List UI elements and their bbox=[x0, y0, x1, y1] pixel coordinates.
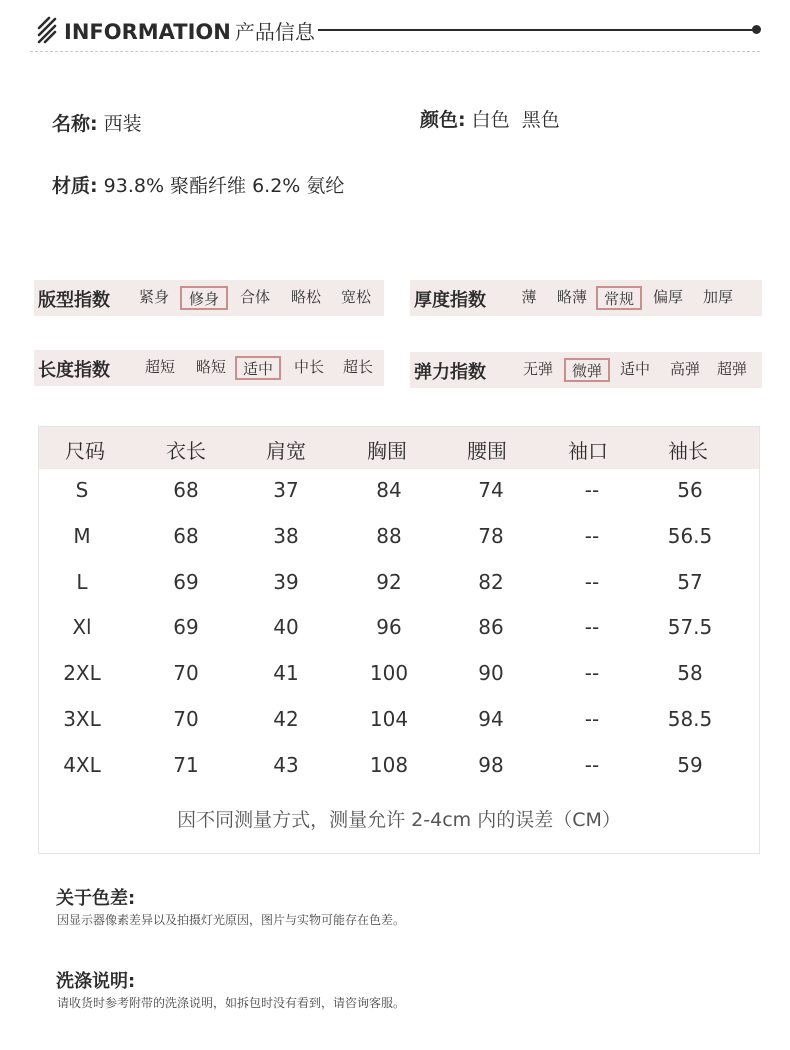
length-option: 超长 bbox=[342, 358, 373, 376]
color-difference-text: 因显示器像素差异以及拍摄灯光原因，图片与实物可能存在色差。 bbox=[57, 913, 406, 927]
cell-size: M bbox=[73, 523, 91, 548]
fit-option: 合体 bbox=[239, 288, 270, 306]
page-subtitle: 产品信息 bbox=[234, 20, 315, 44]
cell-length: 68 bbox=[173, 523, 199, 548]
length-index-title: 长度指数 bbox=[38, 360, 110, 381]
fit-index-title: 版型指数 bbox=[38, 290, 110, 311]
header-dotted-divider bbox=[30, 51, 760, 52]
cell-chest: 108 bbox=[369, 752, 409, 777]
length-option: 略短 bbox=[195, 358, 226, 376]
cell-waist: 98 bbox=[478, 752, 504, 777]
cell-chest: 88 bbox=[376, 523, 402, 548]
cell-waist: 94 bbox=[478, 707, 504, 731]
length-index-bar bbox=[34, 350, 384, 386]
cell-size: L bbox=[76, 569, 88, 594]
cell-waist: 74 bbox=[478, 478, 504, 502]
cell-length: 68 bbox=[173, 478, 199, 502]
name-info bbox=[52, 109, 142, 136]
thickness-option: 薄 bbox=[521, 288, 537, 306]
washing-title: 洗涤说明: bbox=[56, 971, 136, 992]
cell-shoulder: 42 bbox=[273, 707, 299, 731]
size-table bbox=[38, 426, 760, 854]
elasticity-option: 无弹 bbox=[522, 360, 553, 378]
cell-shoulder: 40 bbox=[273, 615, 299, 640]
cell-size: Xl bbox=[72, 615, 92, 640]
cell-cuff: -- bbox=[584, 569, 600, 594]
length-option: 超短 bbox=[144, 358, 175, 376]
header-size: 尺码 bbox=[65, 439, 105, 463]
color-difference-title: 关于色差: bbox=[56, 888, 136, 909]
cell-cuff: -- bbox=[584, 661, 600, 686]
cell-waist: 78 bbox=[478, 523, 504, 548]
header-chest: 胸围 bbox=[367, 439, 407, 463]
name-value: 西装 bbox=[103, 113, 142, 135]
measurement-note: 因不同测量方式，测量允许 2-4cm 内的误差（CM） bbox=[177, 809, 621, 831]
thickness-option: 偏厚 bbox=[652, 288, 683, 306]
header-shoulder: 肩宽 bbox=[266, 439, 306, 463]
fit-option: 紧身 bbox=[138, 288, 169, 306]
elasticity-option: 超弹 bbox=[716, 360, 747, 378]
elasticity-option: 高弹 bbox=[669, 360, 700, 378]
stripes-logo-icon bbox=[36, 16, 58, 44]
cell-waist: 86 bbox=[478, 615, 504, 640]
cell-sleeve: 59 bbox=[677, 752, 703, 777]
fit-option: 略松 bbox=[290, 288, 321, 306]
cell-length: 69 bbox=[173, 615, 199, 640]
cell-waist: 90 bbox=[478, 661, 504, 686]
header-cuff: 袖口 bbox=[568, 439, 608, 463]
thickness-index-title: 厚度指数 bbox=[414, 290, 486, 311]
header-divider-dot bbox=[752, 25, 761, 34]
cell-shoulder: 41 bbox=[273, 661, 299, 686]
fit-option: 宽松 bbox=[340, 288, 371, 306]
color-label: 颜色: bbox=[420, 109, 466, 131]
header-divider-line bbox=[318, 29, 756, 31]
cell-cuff: -- bbox=[584, 752, 600, 777]
thickness-index-bar bbox=[410, 280, 762, 316]
cell-length: 69 bbox=[173, 569, 199, 594]
cell-chest: 100 bbox=[369, 661, 409, 686]
cell-length: 70 bbox=[173, 661, 199, 686]
cell-sleeve: 56.5 bbox=[667, 523, 713, 548]
thickness-option-selected: 常规 bbox=[596, 286, 642, 310]
cell-size: 2XL bbox=[63, 661, 101, 686]
length-option: 中长 bbox=[293, 358, 324, 376]
cell-size: 3XL bbox=[63, 707, 101, 731]
size-table-header bbox=[39, 427, 759, 469]
material-value: 93.8% 聚酯纤维 6.2% 氨纶 bbox=[103, 175, 345, 197]
cell-size: 4XL bbox=[63, 752, 101, 777]
thickness-option: 加厚 bbox=[702, 288, 733, 306]
cell-sleeve: 58 bbox=[677, 661, 703, 686]
fit-option-selected: 修身 bbox=[180, 286, 228, 310]
header-length: 衣长 bbox=[166, 439, 206, 463]
cell-shoulder: 38 bbox=[273, 523, 299, 548]
cell-cuff: -- bbox=[584, 615, 600, 640]
thickness-option: 略薄 bbox=[556, 288, 587, 306]
elasticity-option: 适中 bbox=[619, 360, 650, 378]
page-title: INFORMATION 产品信息 bbox=[64, 20, 315, 44]
cell-chest: 84 bbox=[376, 478, 402, 502]
color-value: 白色 黑色 bbox=[471, 109, 560, 131]
washing-text: 请收货时参考附带的洗涤说明，如拆包时没有看到，请咨询客服。 bbox=[57, 996, 406, 1010]
cell-chest: 104 bbox=[369, 707, 409, 731]
information-header bbox=[36, 12, 762, 48]
material-label: 材质: bbox=[52, 175, 98, 197]
cell-shoulder: 39 bbox=[273, 569, 299, 594]
elasticity-index-title: 弹力指数 bbox=[414, 362, 486, 383]
name-label: 名称: bbox=[52, 113, 98, 135]
header-sleeve: 袖长 bbox=[668, 439, 708, 463]
cell-shoulder: 43 bbox=[273, 752, 299, 777]
fit-index-bar bbox=[34, 280, 384, 316]
cell-size: S bbox=[75, 478, 89, 502]
cell-length: 70 bbox=[173, 707, 199, 731]
cell-waist: 82 bbox=[478, 569, 504, 594]
cell-cuff: -- bbox=[584, 523, 600, 548]
cell-sleeve: 57.5 bbox=[667, 615, 713, 640]
cell-sleeve: 56 bbox=[677, 478, 703, 502]
cell-cuff: -- bbox=[584, 478, 600, 502]
cell-length: 71 bbox=[173, 752, 199, 777]
cell-chest: 96 bbox=[376, 615, 402, 640]
elasticity-option-selected: 微弹 bbox=[564, 358, 610, 382]
header-waist: 腰围 bbox=[467, 439, 507, 463]
color-info bbox=[420, 105, 560, 132]
length-option-selected: 适中 bbox=[235, 356, 281, 380]
cell-chest: 92 bbox=[376, 569, 402, 594]
cell-sleeve: 57 bbox=[677, 569, 703, 594]
material-info bbox=[52, 171, 344, 198]
cell-cuff: -- bbox=[584, 707, 600, 731]
elasticity-index-bar bbox=[410, 352, 762, 388]
cell-sleeve: 58.5 bbox=[667, 707, 713, 731]
cell-shoulder: 37 bbox=[273, 478, 299, 502]
